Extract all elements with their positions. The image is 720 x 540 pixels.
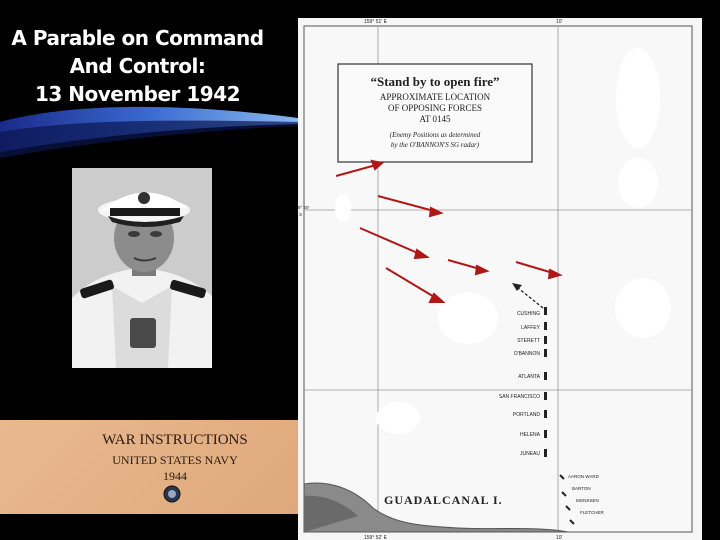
left-tick-s: S	[299, 212, 303, 217]
legend-note-2: by the O'BANNON'S SG radar)	[390, 141, 480, 149]
ship-atlanta: ATLANTA	[518, 374, 540, 380]
legend-line-2: OF OPPOSING FORCES	[387, 103, 483, 113]
bottom-tick-right: 10'	[556, 535, 563, 540]
top-tick-left: 159° 51' E	[364, 19, 387, 25]
ship-laffey: LAFFEY	[521, 325, 540, 331]
war-instructions-book-cover	[0, 420, 342, 514]
legend-line-3: AT 0145	[419, 114, 451, 124]
navy-seal-icon	[163, 485, 181, 503]
officer-portrait-photo	[72, 168, 212, 368]
ship-san-francisco: SAN FRANCISCO	[498, 394, 540, 400]
top-tick-right: 10'	[556, 19, 563, 25]
battle-map-canvas	[298, 18, 702, 540]
battle-map	[298, 18, 702, 540]
island-label: GUADALCANAL I.	[384, 493, 503, 507]
ship-juneau: JUNEAU	[519, 451, 540, 457]
ship-cushing: CUSHING	[516, 311, 540, 317]
slide-title-line-2: And Control:	[69, 54, 206, 78]
slide-title	[10, 24, 265, 108]
book-subtitle: UNITED STATES NAVY	[112, 453, 238, 467]
ship-helena: HELENA	[519, 432, 540, 438]
book-title: WAR INSTRUCTIONS	[102, 432, 248, 448]
slide-title-line-3: 13 November 1942	[34, 82, 241, 106]
ship-aaron-ward: AARON WARD	[568, 474, 599, 479]
ship-sterett: STERETT	[517, 338, 540, 344]
ship-monssen: MONSSEN	[576, 498, 599, 503]
ship-portland: PORTLAND	[512, 412, 540, 418]
bottom-tick-left: 159° 52' E	[364, 535, 387, 540]
legend-line-1: APPROXIMATE LOCATION	[379, 92, 491, 102]
ship-barton: BARTON	[572, 486, 591, 491]
ship-fletcher: FLETCHER	[580, 510, 604, 515]
slide-title-line-1: A Parable on Command	[11, 26, 264, 50]
ship-obannon: O'BANNON	[513, 351, 540, 357]
left-tick-lat: 9° 20'	[298, 205, 310, 210]
book-year: 1944	[163, 469, 187, 483]
legend-note-1: (Enemy Positions as determined	[389, 131, 481, 139]
legend-heading: “Stand by to open fire”	[370, 74, 500, 89]
